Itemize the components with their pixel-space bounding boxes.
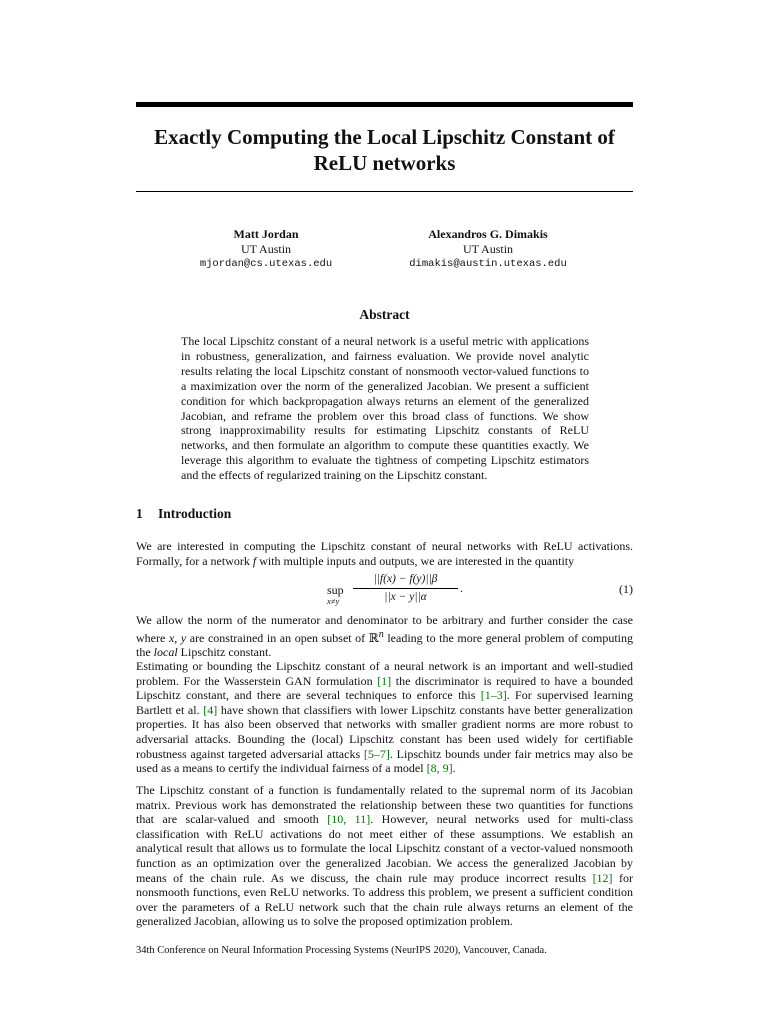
author-email[interactable]: dimakis@austin.utexas.edu	[409, 258, 567, 270]
text-run: . For supervised learning Bartlett et al.	[136, 688, 633, 717]
fraction-bar	[353, 588, 458, 589]
author-affiliation: UT Austin	[240, 242, 292, 256]
text-run: We allow the norm of the numerator and denominator to be arbitrary and further consider the case where	[136, 613, 633, 645]
conference-footnote: 34th Conference on Neural Information Processing Systems (NeurIPS 2020), Vancouver, Canada.	[136, 945, 547, 956]
intro-paragraph-3	[136, 659, 633, 776]
citation-link[interactable]: [12]	[592, 870, 613, 885]
title-top-rule	[136, 102, 633, 107]
math-var: n	[378, 628, 384, 640]
text-run: Lipschitz constant.	[177, 645, 272, 660]
math-var: f	[252, 553, 257, 568]
citation-link[interactable]: [4]	[203, 702, 218, 717]
text-run: . However, neural networks used for multi-class classification with ReLU activations do not meet either of these assumptions. We establish an analytical result that allows us to formulate the local Lipschitz constant of a vector-valued nonsmooth function as an optimization over the generalized Jacobian. We access the generalized Jacobian by means of the chain rule. As we discuss, the chain rule may produce incorrect results	[136, 812, 634, 885]
equation-1	[136, 572, 633, 612]
equation-period: .	[460, 581, 463, 595]
text-run: are constrained in an open subset of ℝ	[186, 630, 379, 645]
equation-denominator: ||x − y||α	[384, 591, 427, 603]
equation-fraction	[353, 572, 458, 605]
text-run: We are interested in computing the Lipschitz constant of neural networks with ReLU activations. Formally, for a network	[136, 539, 633, 568]
author-name: Alexandros G. Dimakis	[428, 227, 548, 241]
text-run: the discriminator is required to have a bounded Lipschitz constant, and there are several techniques to enforce this	[136, 673, 633, 703]
citation-link[interactable]: [10, 11]	[327, 812, 371, 827]
equation-sup: sup	[327, 583, 344, 597]
math-var: x, y	[168, 630, 187, 645]
text-run: for nonsmooth functions, even ReLU networks. To address this problem, we present a sufficient condition over the parameters of a ReLU network such that the chain rule always returns an element of the generalized Jacobian, allowing us to solve the proposed optimization problem.	[136, 870, 633, 929]
section-heading	[136, 506, 231, 522]
equation-subscript: x≠y	[327, 596, 340, 606]
intro-paragraph-2	[136, 613, 633, 660]
author-email[interactable]: mjordan@cs.utexas.edu	[199, 258, 333, 270]
title-bottom-rule	[136, 191, 633, 192]
author-block-2	[368, 227, 608, 272]
author-affiliation: UT Austin	[462, 242, 514, 256]
abstract-heading: Abstract	[359, 307, 410, 322]
text-run: . Lipschitz bounds under fair metrics may also be used as a means to certify the individual fairness of a model	[136, 746, 633, 776]
abstract-body: The local Lipschitz constant of a neural network is a useful metric with applications in robustness, generalization, and fairness evaluation. We provide novel analytic results relating the local Lipschitz constant of nonsmooth vector-valued functions to a maximization over the norm of the generalized Jacobian. We present a sufficient condition for which backpropagation always returns an element of the generalized Jacobian, and reframe the problem over this broad class of functions. We show strong inapproximability results for estimating Lipschitz constants of ReLU networks, and then formulate an algorithm to compute these quantities exactly. We leverage this algorithm to evaluate the tightness of competing Lipschitz estimators and the effects of regularized training on the Lipschitz constant.	[181, 334, 589, 483]
text-run: .	[452, 761, 456, 776]
emphasis: local	[153, 645, 178, 660]
intro-paragraph-4	[136, 783, 633, 929]
section-title: Introduction	[158, 506, 232, 521]
section-number: 1	[136, 506, 143, 521]
citation-link[interactable]: [8, 9]	[426, 761, 453, 776]
intro-paragraph-1	[136, 539, 633, 568]
text-run: with multiple inputs and outputs, we are interested in the quantity	[256, 553, 575, 568]
citation-link[interactable]: [1–3]	[480, 688, 507, 703]
citation-link[interactable]: [5–7]	[363, 746, 390, 761]
author-name: Matt Jordan	[233, 227, 299, 241]
citation-link[interactable]: [1]	[377, 673, 392, 688]
paper-title: Exactly Computing the Local Lipschitz Constant of ReLU networks	[154, 125, 615, 175]
text-run: have shown that classifiers with lower Lipschitz constants have better generalization properties. It has also been observed that networks with smaller gradient norms are more robust to adversarial attacks. Bounding the (local) Lipschitz constant has been used widely for certifiable robustness against targeted adversarial attacks	[136, 702, 633, 761]
text-run: The Lipschitz constant of a function is fundamentally related to the supremal norm of its Jacobian matrix. Previous work has demonstrated the relationship between these two quantities for functions that are scalar-valued and smooth	[136, 783, 633, 827]
text-run: Estimating or bounding the Lipschitz constant of a neural network is an important and well-studied problem. For the Wasserstein GAN formulation	[136, 659, 633, 688]
author-block-1	[146, 227, 386, 272]
equation-numerator: ||f(x) − f(y)||β	[373, 573, 438, 585]
equation-number: (1)	[619, 582, 633, 596]
text-run: leading to the more general problem of computing the	[136, 630, 634, 660]
